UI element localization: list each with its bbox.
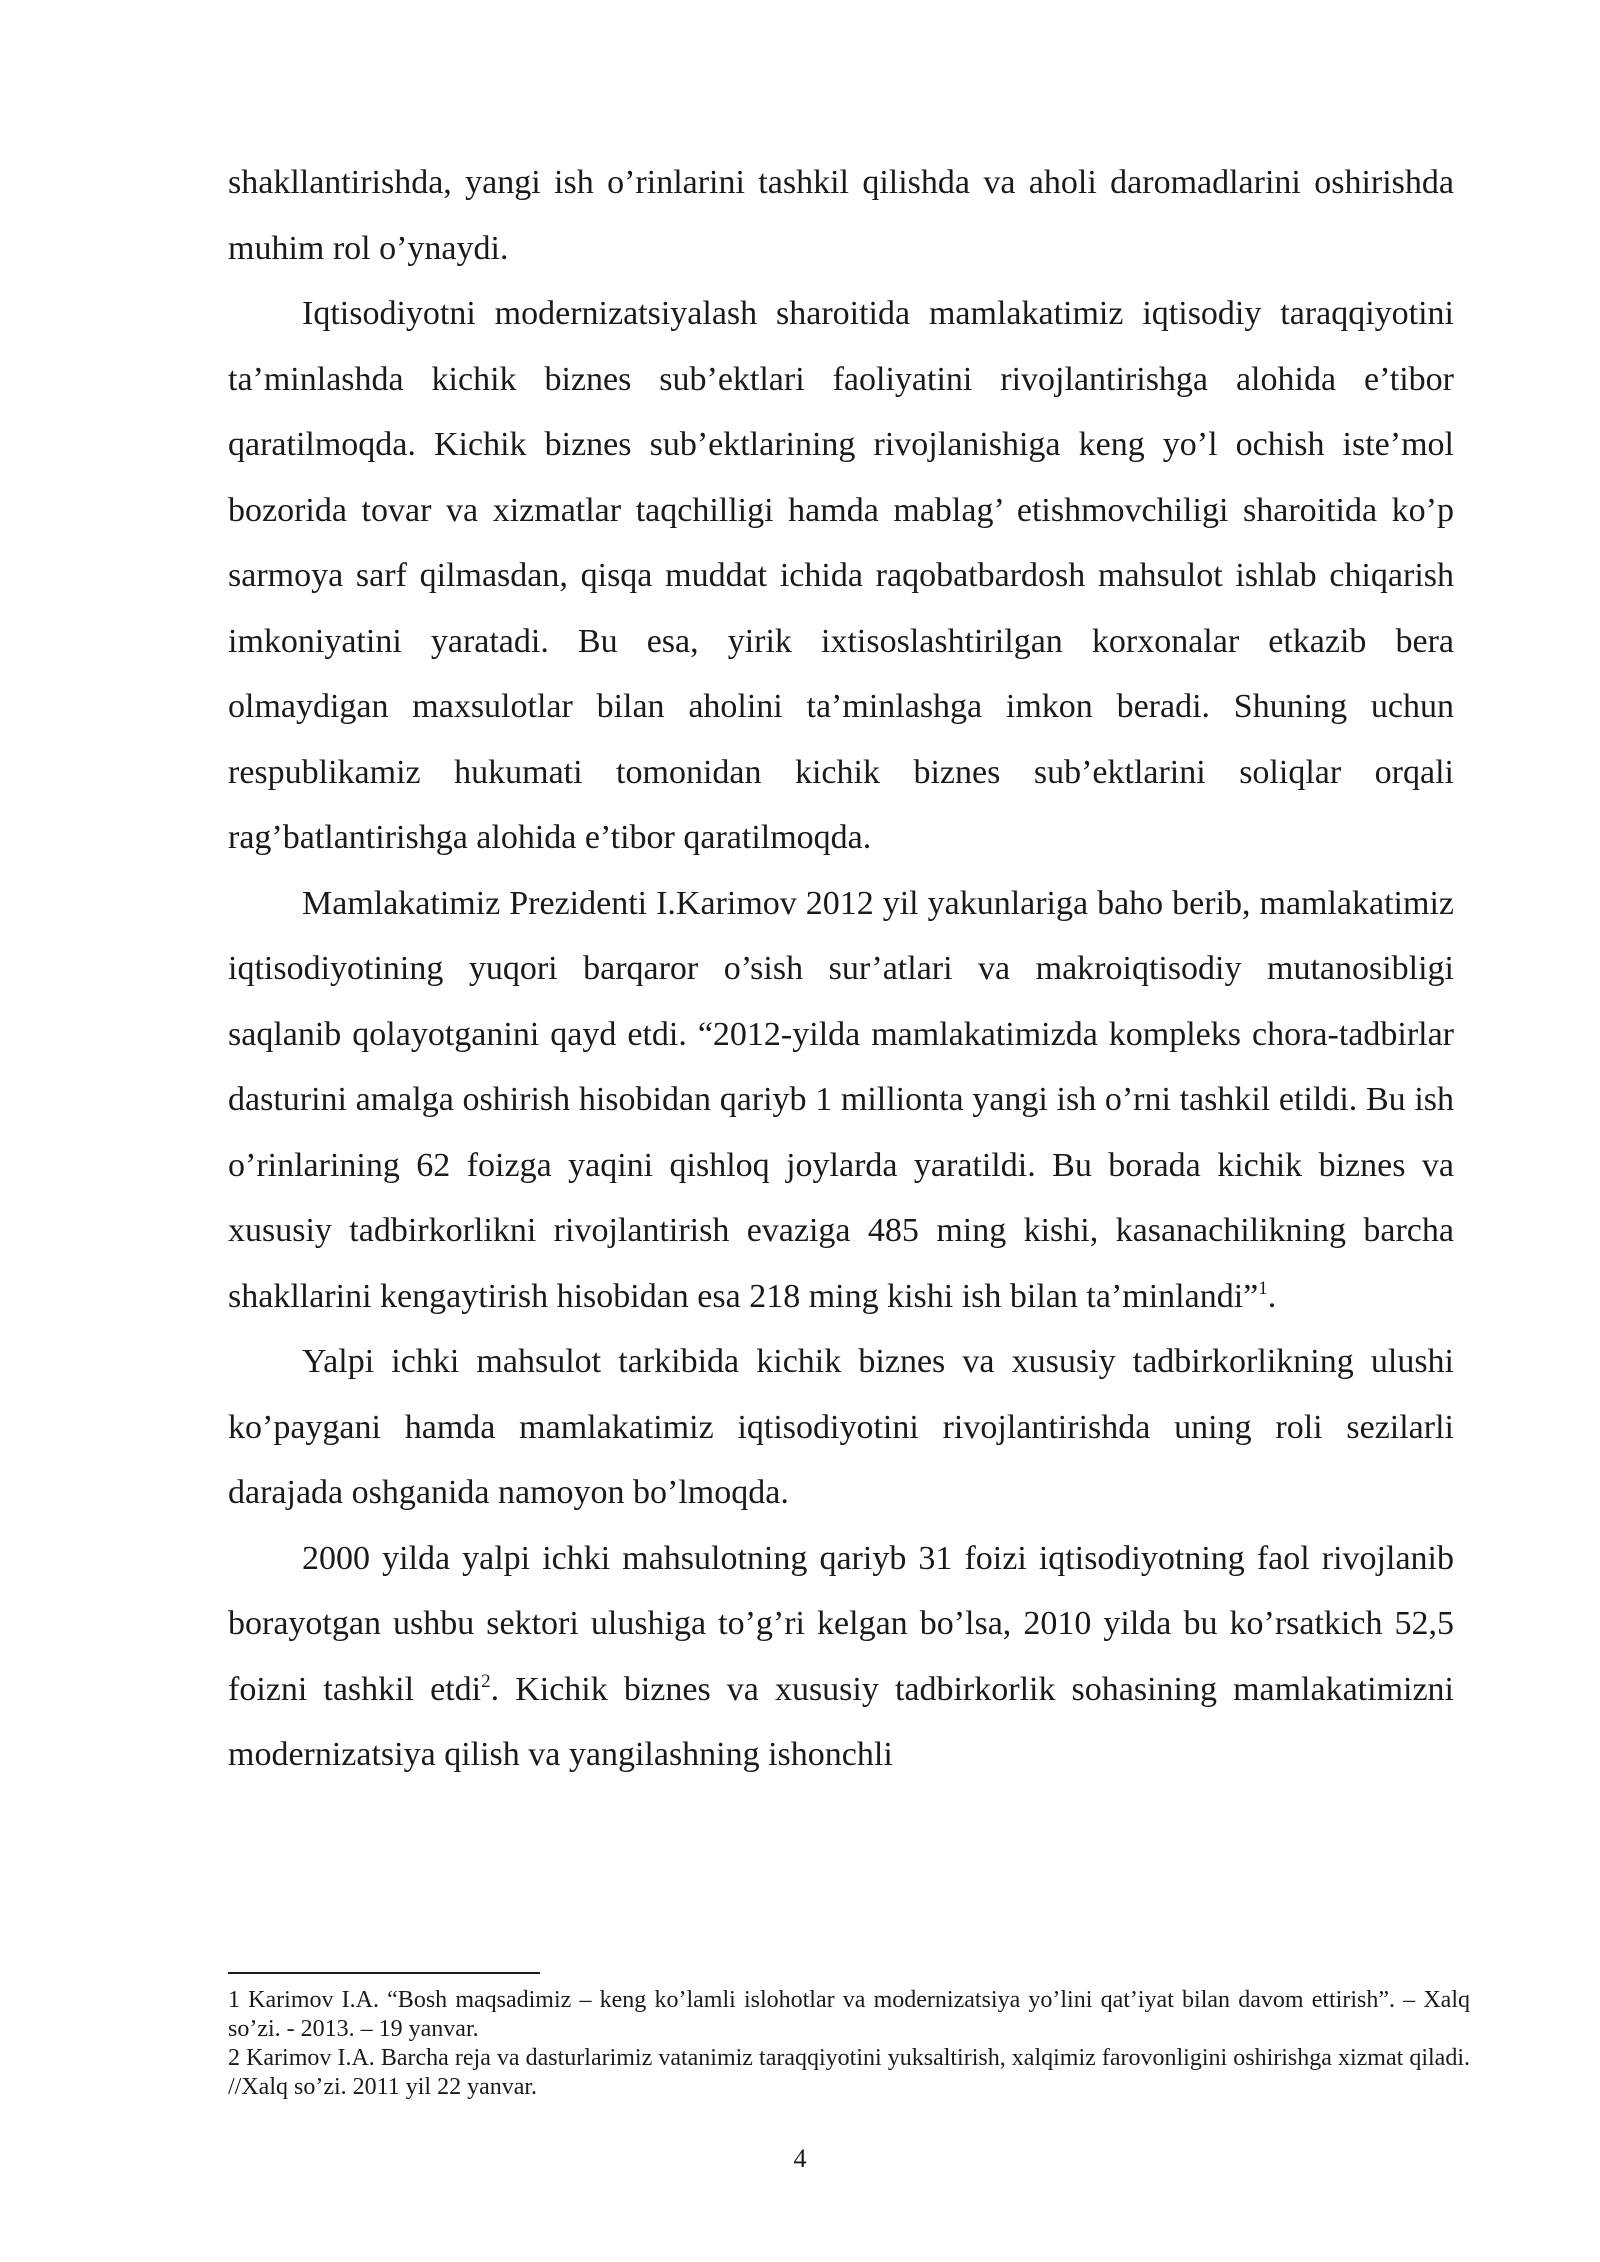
footnote-ref-2[interactable]: 2 xyxy=(481,1670,491,1692)
paragraph-text: Yalpi ichki mahsulot tarkibida kichik biznes va xususiy tadbirkorlikning ulushi ko’paygani hamda mamlakatimiz iqtisodiyotini rivojlantirishda uning roli sezilarli darajada oshganida namoyon bo’lmoqda. xyxy=(228,1343,1454,1511)
paragraph-continuation xyxy=(228,150,1454,281)
footnote-ref-1[interactable]: 1 xyxy=(1258,1277,1268,1299)
paragraph-president-quote xyxy=(228,871,1454,1330)
body-text xyxy=(228,150,1454,1788)
paragraph-small-business-importance xyxy=(228,281,1454,871)
paragraph-text: Mamlakatimiz Prezidenti I.Karimov 2012 yil yakunlariga baho berib, mamlakatimiz iqtisodiyotining yuqori barqaror o’sish sur’atlari va makroiqtisodiy mutanosibligi saqlanib qolayotganini qayd etdi. “2012-yilda mamlakatimizda kompleks chora-tadbirlar dasturini amalga oshirish hisobidan qariyb 1 millionta yangi ish o’rni tashkil etildi. Bu ish o’rinlarining 62 foizga yaqini qishloq joylarda yaratildi. Bu borada kichik biznes va xususiy tadbirkorlikni rivojlantirish evaziga 485 ming kishi, kasanachilikning barcha shakllarini kengaytirish hisobidan esa 218 ming kishi ish bilan ta’minlandi” xyxy=(228,884,1454,1315)
footnote-2: 2 Karimov I.A. Barcha reja va dasturlarimiz vatanimiz taraqqiyotini yuksaltirish, xalqimiz farovonligini oshirishga xizmat qiladi. //Xalq so’zi. 2011 yil 22 yanvar. xyxy=(228,2045,1470,2100)
footnote-separator xyxy=(228,1972,540,1974)
paragraph-text: shakllantirishda, yangi ish o’rinlarini tashkil qilishda va aholi daromadlarini oshirishda muhim rol o’ynaydi. xyxy=(228,164,1454,267)
paragraph-text: Iqtisodiyotni modernizatsiyalash sharoitida mamlakatimiz iqtisodiy taraqqiyotini ta’minlashda kichik biznes sub’ektlari faoliyatini rivojlantirishga alohida e’tibor qaratilmoqda. Kichik biznes sub’ektlarining rivojlanishiga keng yo’l ochish iste’mol bozorida tovar va xizmatlar taqchilligi hamda mablag’ etishmovchiligi sharoitida ko’p sarmoya sarf qilmasdan, qisqa muddat ichida raqobatbardosh mahsulot ishlab chiqarish imkoniyatini yaratadi. Bu esa, yirik ixtisoslashtirilgan korxonalar etkazib bera olmaydigan maxsulotlar bilan aholini ta’minlashga imkon beradi. Shuning uchun respublikamiz hukumati tomonidan kichik biznes sub’ektlarini soliqlar orqali rag’batlantirishga alohida e’tibor qaratilmoqda. xyxy=(228,295,1454,856)
paragraph-text: 2000 yilda yalpi ichki mahsulotning qariyb 31 foizi iqtisodiyotning faol rivojlanib borayotgan ushbu sektori ulushiga to’g’ri kelgan bo’lsa, 2010 yilda bu ko’rsatkich 52,5 foizni tashkil etdi xyxy=(228,1539,1454,1708)
page-number: 4 xyxy=(793,2144,807,2173)
paragraph-gdp-share xyxy=(228,1329,1454,1526)
footnotes xyxy=(228,1986,1470,2102)
footnote-1: 1 Karimov I.A. “Bosh maqsadimiz – keng ko’lamli islohotlar va modernizatsiya yo’lini qat’iyat bilan davom ettirish”. – Xalq so’zi. - 2013. – 19 yanvar. xyxy=(228,1987,1470,2042)
paragraph-2000-2010-statistics xyxy=(228,1526,1454,1788)
paragraph-text-after: . Kichik biznes va xususiy tadbirkorlik sohasining mamlakatimizni modernizatsiya qilish va yangilashning ishonchli xyxy=(228,1670,1455,1773)
paragraph-text-after: . xyxy=(1267,1277,1277,1315)
